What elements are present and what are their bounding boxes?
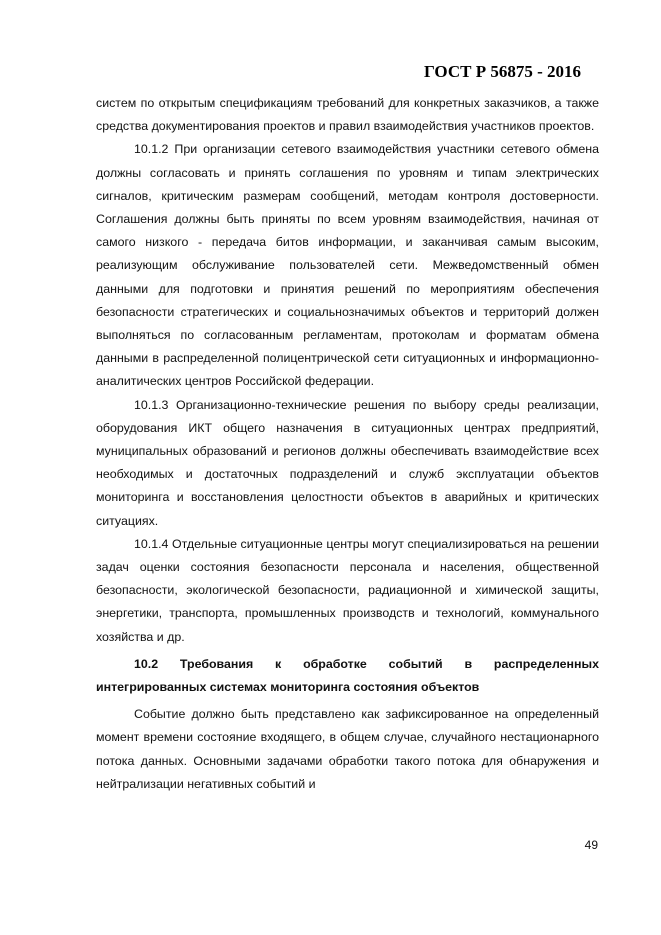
- paragraph-10-1-3: 10.1.3 Организационно-технические решения по выбору среды реализации, оборудования ИКТ общего назначения в ситуационных центрах предприятий, муниципальных образований и регионов должны обеспечивать взаимодействие всех необходимых и достаточных подразделений и служб эксплуатации объектов мониторинга и восстановления целостности объектов в аварийных и критических ситуациях.: [96, 397, 599, 528]
- page-number: 49: [584, 838, 598, 852]
- section-heading-10-2: 10.2 Требования к обработке событий в распределенных интегрированных системах мониторинга состояния объектов: [96, 656, 599, 695]
- paragraph-10-1-4: 10.1.4 Отдельные ситуационные центры могут специализироваться на решении задач оценки состояния безопасности персонала и населения, общественной безопасности, экологической безопасности, радиационной и химической защиты, энергетики, транспорта, промышленных производств и технологий, коммунального хозяйства и др.: [96, 536, 599, 644]
- paragraph-events: Событие должно быть представлено как зафиксированное на определенный момент времени состояние входящего, в общем случае, случайного нестационарного потока данных. Основными задачами обработки такого потока для обнаружения и нейтрализации негативных событий и: [96, 707, 599, 791]
- document-code-header: ГОСТ Р 56875 - 2016: [424, 62, 581, 81]
- paragraph-continuation: систем по открытым спецификациям требований для конкретных заказчиков, а также средства документирования проектов и правил взаимодействия участников проектов.: [96, 96, 599, 134]
- document-body: [96, 92, 599, 796]
- paragraph-10-1-2: 10.1.2 При организации сетевого взаимодействия участники сетевого обмена должны согласовать и принять соглашения по уровням и типам электрических сигналов, критическим размерам сообщений, методам контроля достоверности. Соглашения должны быть приняты по всем уровням взаимодействия, начиная от самого низкого - передача битов информации, и заканчивая самым высоким, реализующим обслуживание пользователей сети. Межведомственный обмен данными для подготовки и принятия решений по мероприятиям обеспечения безопасности стратегических и социальнозначимых объектов и территорий должен выполняться по согласованным регламентам, протоколам и форматам обмена данными в распределенной полицентрической сети ситуационных и информационно-аналитических центров Российской федерации.: [96, 142, 599, 389]
